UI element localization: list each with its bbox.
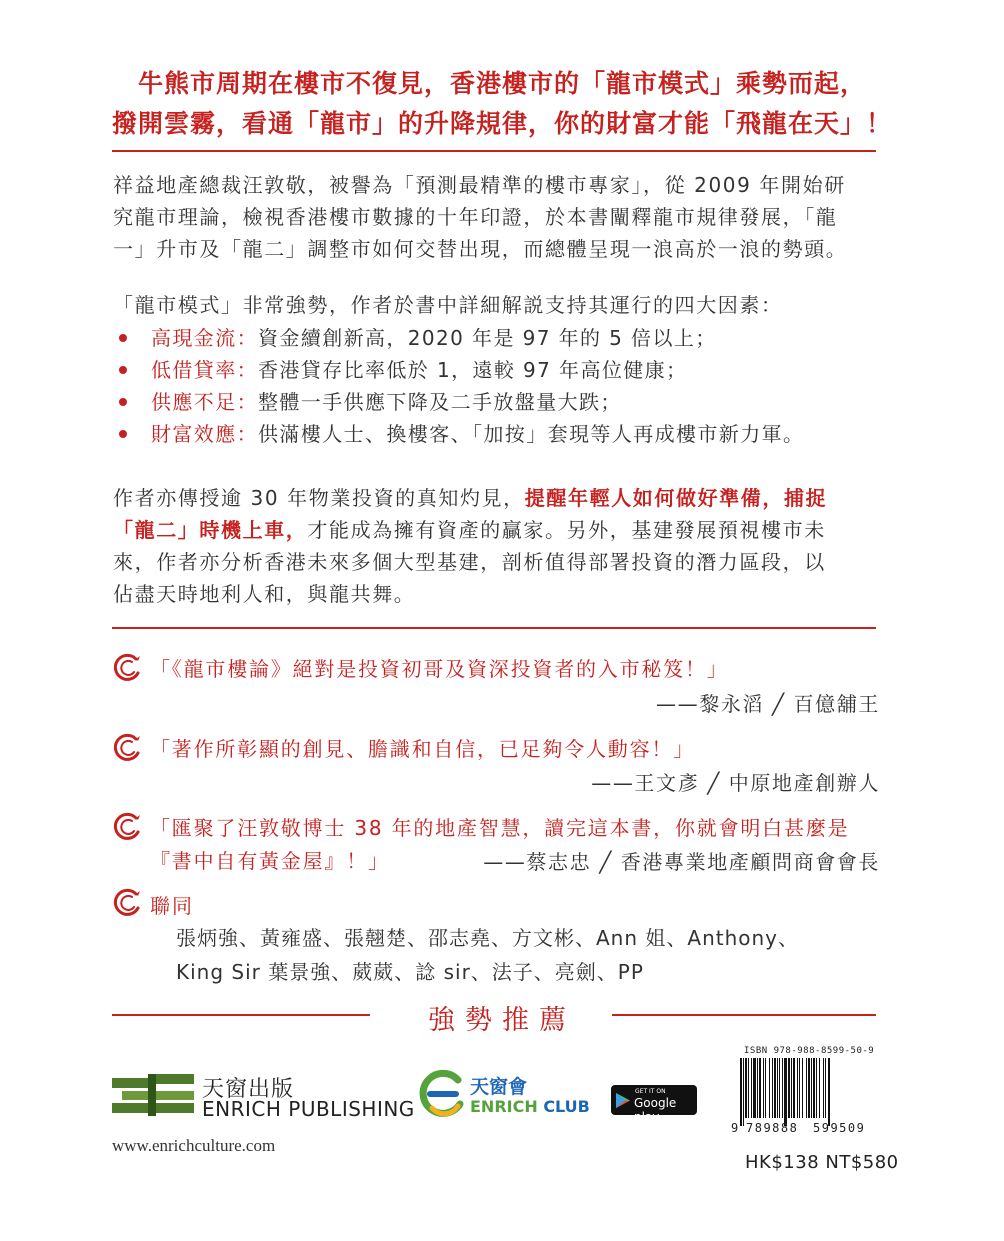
dragon-quote-icon bbox=[112, 812, 142, 842]
club-name-zh: 天窗會 bbox=[470, 1076, 528, 1098]
price: HK$138 NT$580 bbox=[745, 1152, 899, 1173]
bullet-dot-icon bbox=[119, 366, 127, 374]
club-name-en bbox=[470, 1097, 590, 1116]
publisher-name-en: ENRICH PUBLISHING bbox=[202, 1097, 415, 1121]
barcode-bar bbox=[793, 1058, 795, 1118]
recommend-rule-right bbox=[612, 1014, 876, 1016]
closing-text: 作者亦傳授逾 30 年物業投資的真知灼見， bbox=[113, 486, 525, 510]
factor-term: 低借貸率： bbox=[151, 358, 258, 382]
barcode-bar bbox=[757, 1058, 758, 1118]
factor-item bbox=[113, 354, 883, 386]
closing-line-4: 佔盡天時地利人和，與龍共舞。 bbox=[113, 582, 416, 606]
barcode-bar bbox=[779, 1058, 780, 1118]
factor-item bbox=[113, 386, 883, 418]
barcode-bar bbox=[765, 1058, 766, 1118]
factor-term: 供應不足： bbox=[151, 390, 258, 414]
joint-names-line-1: 張炳強、黃雍盛、張翹楚、邵志堯、方文彬、Ann 姐、Anthony、 bbox=[176, 926, 800, 950]
barcode-bar bbox=[763, 1058, 764, 1118]
barcode-bar bbox=[774, 1058, 776, 1118]
google-play-badge[interactable] bbox=[611, 1085, 697, 1124]
enrich-club-logo-icon bbox=[418, 1068, 466, 1120]
quote-2-text: 「著作所彰顯的創見、膽識和自信，已足夠令人動容！」 bbox=[150, 737, 695, 761]
dragon-quote-icon bbox=[112, 653, 142, 683]
club-name-en-2: CLUB bbox=[543, 1097, 590, 1116]
barcode-bar bbox=[828, 1058, 830, 1126]
google-play-small: GET IT ON bbox=[635, 1088, 666, 1095]
headline-line-2: 撥開雲霧，看通「龍市」的升降規律，你的財富才能「飛龍在天」！ bbox=[111, 109, 892, 138]
barcode-right-digits: 599509 bbox=[813, 1121, 866, 1135]
barcode-bar bbox=[802, 1058, 803, 1118]
barcode-bar bbox=[797, 1058, 798, 1118]
isbn-text: ISBN 978-988-8599-50-9 bbox=[744, 1046, 875, 1056]
bullet-dot-icon bbox=[119, 334, 127, 342]
closing-highlight: 提醒年輕人如何做好準備，捕捉 bbox=[524, 486, 828, 510]
factor-desc: 整體一手供應下降及二手放盤量大跌； bbox=[258, 390, 622, 414]
barcode-bar bbox=[799, 1058, 800, 1118]
closing-line-3: 來，作者亦分析香港未來多個大型基建，剖析值得部署投資的潛力區段，以 bbox=[113, 550, 826, 574]
barcode-first-digit: 9 bbox=[731, 1121, 739, 1135]
intro-line-1: 祥益地產總裁汪敦敬，被譽為「預測最精準的樓市專家」，從 2009 年開始研 bbox=[113, 173, 846, 197]
barcode-bar bbox=[825, 1058, 826, 1118]
closing-text: 才能成為擁有資產的贏家。另外，基建發展預視樓市未 bbox=[307, 518, 826, 542]
publisher-name-zh: 天窗出版 bbox=[202, 1077, 295, 1102]
factors-intro: 「龍市模式」非常強勢，作者於書中詳細解説支持其運行的四大因素： bbox=[113, 293, 783, 317]
barcode-bar bbox=[769, 1058, 770, 1118]
barcode-bar bbox=[740, 1058, 742, 1126]
intro-line-3: 一」升市及「龍二」調整市如何交替出現，而總體呈現一浪高於一浪的勢頭。 bbox=[113, 237, 848, 261]
factor-term: 高現金流： bbox=[151, 326, 258, 350]
intro-line-2: 究龍市理論，檢視香港樓市數據的十年印證，於本書闡釋龍市規律發展，「龍 bbox=[113, 205, 838, 229]
barcode-icon bbox=[736, 1058, 878, 1130]
barcode-bar bbox=[819, 1058, 820, 1118]
closing-line-2 bbox=[113, 514, 883, 546]
bullet-dot-icon bbox=[119, 430, 127, 438]
closing-line-1 bbox=[113, 482, 883, 514]
divider-top bbox=[112, 150, 876, 152]
factor-item bbox=[113, 418, 883, 450]
barcode-bar bbox=[784, 1058, 787, 1126]
barcode-bar bbox=[823, 1058, 824, 1118]
barcode-bar bbox=[808, 1058, 810, 1118]
barcode-bar bbox=[806, 1058, 807, 1118]
barcode-bar bbox=[772, 1058, 773, 1118]
barcode-bar bbox=[743, 1058, 744, 1126]
barcode-bar bbox=[816, 1058, 817, 1118]
barcode-bar bbox=[782, 1058, 783, 1118]
club-name-en-1: ENRICH bbox=[470, 1097, 538, 1116]
barcode-bar bbox=[759, 1058, 761, 1118]
dragon-quote-icon bbox=[112, 888, 142, 918]
joint-names bbox=[176, 921, 876, 989]
barcode-bar bbox=[751, 1058, 752, 1118]
factor-desc: 資金續創新高，2020 年是 97 年的 5 倍以上； bbox=[258, 326, 717, 350]
quote-1-attribution: ——黎永滔 ╱ 百億舖王 bbox=[656, 692, 880, 716]
barcode-bar bbox=[813, 1058, 815, 1118]
barcode-bar bbox=[788, 1058, 790, 1118]
dragon-quote-icon bbox=[112, 733, 142, 763]
closing-highlight: 「龍二」時機上車， bbox=[113, 518, 308, 542]
play-triangle-icon bbox=[616, 1093, 630, 1108]
joint-label: 聯同 bbox=[150, 894, 194, 918]
google-play-big: Google play bbox=[634, 1096, 677, 1124]
enrich-publishing-logo-icon bbox=[112, 1074, 194, 1116]
factor-list bbox=[113, 322, 883, 450]
quote-3-attribution: ——蔡志忠 ╱ 香港專業地產顧問商會會長 bbox=[483, 850, 880, 874]
recommend-title: 強勢推薦 bbox=[428, 1005, 576, 1036]
barcode-bar bbox=[811, 1058, 812, 1118]
headline-line-1: 牛熊市周期在樓市不復見，香港樓市的「龍市模式」乘勢而起， bbox=[137, 69, 866, 98]
divider-middle bbox=[112, 627, 876, 629]
quote-3-text-line-1: 「匯聚了汪敦敬博士 38 年的地產智慧，讀完這本書，你就會明白甚麼是 bbox=[150, 816, 850, 840]
barcode-bar bbox=[748, 1058, 749, 1118]
intro-paragraph bbox=[113, 169, 883, 265]
bullet-dot-icon bbox=[119, 398, 127, 406]
barcode-bar bbox=[753, 1058, 756, 1118]
factor-term: 財富效應： bbox=[151, 422, 258, 446]
closing-paragraph bbox=[113, 482, 883, 610]
joint-names-line-2: King Sir 葉景強、葳葳、諗 sir、法子、亮劍、PP bbox=[176, 960, 644, 984]
factor-desc: 香港貸存比率低於 1，遠較 97 年高位健康； bbox=[258, 358, 688, 382]
publisher-website: www.enrichculture.com bbox=[112, 1136, 276, 1155]
quote-2-attribution: ——王文彥 ╱ 中原地產創辦人 bbox=[591, 771, 880, 795]
quote-3-text-line-2: 『書中自有黃金屋』！」 bbox=[150, 849, 390, 873]
barcode-bar bbox=[791, 1058, 792, 1118]
barcode-left-digits: 789888 bbox=[746, 1121, 799, 1135]
factor-desc: 供滿樓人士、換樓客、「加按」套現等人再成樓市新力軍。 bbox=[258, 422, 805, 446]
quote-1-text: 「《龍市樓論》絕對是投資初哥及資深投資者的入市秘笈！」 bbox=[150, 657, 729, 681]
factor-item bbox=[113, 322, 883, 354]
barcode-bar bbox=[745, 1058, 747, 1118]
barcode-bar bbox=[777, 1058, 778, 1118]
